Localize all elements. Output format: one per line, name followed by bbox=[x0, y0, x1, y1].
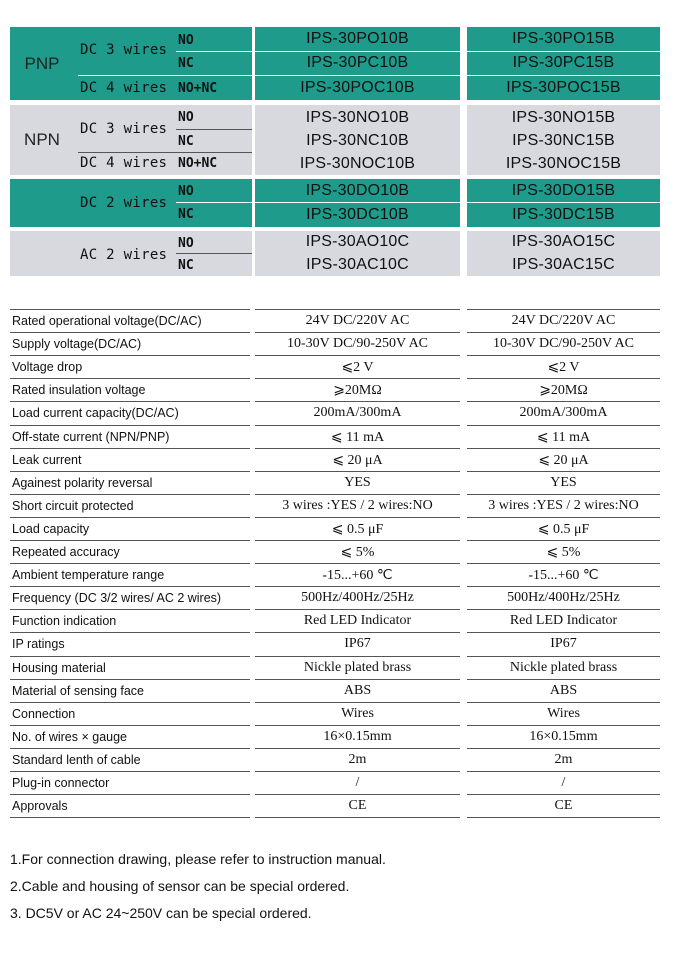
model-number: IPS-30POC10B bbox=[300, 78, 415, 96]
spec-value: 2m bbox=[554, 752, 573, 767]
signal-label: NO+NC bbox=[178, 80, 218, 96]
model-number: IPS-30DO10B bbox=[305, 182, 410, 199]
spec-label: Load capacity bbox=[12, 522, 90, 536]
spec-value: 500Hz/400Hz/25Hz bbox=[301, 590, 414, 605]
spec-value: 200mA/300mA bbox=[313, 405, 402, 420]
spec-value: Red LED Indicator bbox=[303, 613, 412, 628]
spec-value: 200mA/300mA bbox=[519, 405, 608, 420]
spec-label: Frequency (DC 3/2 wires/ AC 2 wires) bbox=[12, 591, 222, 605]
row-divider bbox=[78, 152, 252, 153]
signal-label: NC bbox=[178, 257, 194, 273]
signal-label: NO bbox=[178, 32, 194, 48]
signal-label: NO bbox=[178, 183, 194, 199]
wires-label: DC 4 wires bbox=[80, 155, 168, 171]
spec-value: ⩽ 0.5 μF bbox=[537, 521, 590, 537]
spec-value: ⩽2 V bbox=[341, 359, 374, 375]
model-number: IPS-30POC15B bbox=[506, 78, 621, 96]
spec-row-line bbox=[10, 817, 250, 818]
spec-value: 3 wires :YES / 2 wires:NO bbox=[282, 498, 433, 513]
model-number: IPS-30DC10B bbox=[306, 206, 409, 223]
signal-label: NC bbox=[178, 133, 194, 149]
spec-value: ⩽ 20 μA bbox=[332, 452, 383, 468]
spec-value: ⩾20MΩ bbox=[333, 382, 382, 398]
spec-value: 3 wires :YES / 2 wires:NO bbox=[488, 498, 639, 513]
spec-value: ⩽ 0.5 μF bbox=[331, 521, 384, 537]
model-number: IPS-30DO15B bbox=[511, 182, 616, 199]
spec-value: Nickle plated brass bbox=[303, 660, 412, 675]
row-divider bbox=[255, 202, 460, 203]
model-number: IPS-30NC15B bbox=[512, 131, 615, 149]
spec-value: Red LED Indicator bbox=[509, 613, 618, 628]
spec-label: Off-state current (NPN/PNP) bbox=[12, 430, 170, 444]
spec-value: ABS bbox=[343, 683, 372, 698]
group-type-label: NPN bbox=[24, 130, 60, 149]
model-number: IPS-30NC10B bbox=[306, 131, 409, 149]
spec-value: 500Hz/400Hz/25Hz bbox=[507, 590, 620, 605]
model-number: IPS-30PO15B bbox=[512, 30, 615, 47]
row-divider bbox=[78, 75, 252, 76]
model-number: IPS-30AC10C bbox=[306, 256, 409, 273]
spec-label: Approvals bbox=[12, 799, 68, 813]
spec-label: Standard lenth of cable bbox=[12, 753, 141, 767]
spec-label: Ambient temperature range bbox=[12, 568, 165, 582]
spec-value: IP67 bbox=[550, 636, 577, 651]
spec-value: IP67 bbox=[344, 636, 371, 651]
spec-label: Voltage drop bbox=[12, 360, 83, 374]
row-divider bbox=[467, 51, 660, 52]
spec-value: ⩽ 11 mA bbox=[536, 429, 591, 445]
signal-label: NO+NC bbox=[178, 156, 218, 171]
spec-value: ⩽2 V bbox=[547, 359, 580, 375]
row-divider bbox=[255, 75, 460, 76]
spec-value: 24V DC/220V AC bbox=[305, 313, 410, 328]
row-divider bbox=[176, 129, 252, 130]
spec-value: 10-30V DC/90-250V AC bbox=[492, 336, 635, 351]
spec-label: Load current capacity(DC/AC) bbox=[12, 406, 179, 420]
spec-value: Nickle plated brass bbox=[509, 660, 618, 675]
row-divider bbox=[467, 202, 660, 203]
note-3: 3. DC5V or AC 24~250V can be special ordered. bbox=[10, 905, 312, 921]
spec-value: ⩾20MΩ bbox=[539, 382, 588, 398]
model-number: IPS-30PC10B bbox=[306, 54, 409, 71]
model-number: IPS-30NO15B bbox=[511, 108, 616, 126]
spec-value: ⩽ 11 mA bbox=[330, 429, 385, 445]
spec-value: ⩽ 5% bbox=[340, 544, 375, 560]
spec-value: -15...+60 ℃ bbox=[322, 567, 393, 583]
spec-label: Rated operational voltage(DC/AC) bbox=[12, 314, 202, 328]
spec-value: / bbox=[561, 775, 566, 790]
row-divider bbox=[255, 51, 460, 52]
spec-label: Repeated accuracy bbox=[12, 545, 120, 559]
spec-value: 16×0.15mm bbox=[323, 729, 392, 744]
spec-value: 10-30V DC/90-250V AC bbox=[286, 336, 429, 351]
spec-value: CE bbox=[348, 798, 367, 813]
row-divider bbox=[176, 51, 252, 52]
spec-label: Leak current bbox=[12, 453, 82, 467]
row-divider bbox=[467, 75, 660, 76]
group-type-label: PNP bbox=[24, 53, 60, 73]
spec-value: 16×0.15mm bbox=[529, 729, 598, 744]
model-number: IPS-30AO10C bbox=[305, 233, 410, 250]
spec-label: Material of sensing face bbox=[12, 684, 145, 698]
spec-row-line bbox=[255, 817, 460, 818]
wires-label: DC 4 wires bbox=[80, 80, 168, 96]
wires-label: AC 2 wires bbox=[80, 247, 168, 263]
spec-value: 24V DC/220V AC bbox=[511, 313, 616, 328]
model-number: IPS-30NO10B bbox=[305, 108, 410, 126]
spec-label: Againest polarity reversal bbox=[12, 476, 153, 490]
spec-label: Supply voltage(DC/AC) bbox=[12, 337, 142, 351]
signal-label: NC bbox=[178, 55, 194, 71]
spec-value: ⩽ 20 μA bbox=[538, 452, 589, 468]
spec-label: Plug-in connector bbox=[12, 776, 110, 790]
note-2: 2.Cable and housing of sensor can be special ordered. bbox=[10, 878, 350, 894]
wires-label: DC 3 wires bbox=[80, 121, 168, 137]
signal-label: NC bbox=[178, 207, 194, 222]
spec-label: IP ratings bbox=[12, 637, 65, 651]
spec-value: Wires bbox=[547, 706, 580, 721]
spec-label: No. of wires × gauge bbox=[12, 730, 127, 744]
spec-value: / bbox=[355, 775, 360, 790]
spec-value: -15...+60 ℃ bbox=[528, 567, 599, 583]
note-1: 1.For connection drawing, please refer to instruction manual. bbox=[10, 851, 386, 867]
signal-label: NO bbox=[178, 109, 194, 125]
spec-label: Housing material bbox=[12, 661, 106, 675]
wires-label: DC 3 wires bbox=[80, 42, 168, 58]
model-number: IPS-30PO10B bbox=[306, 30, 409, 47]
signal-label: NO bbox=[178, 235, 194, 251]
model-number: IPS-30AC15C bbox=[512, 256, 615, 273]
spec-value: ABS bbox=[549, 683, 578, 698]
spec-value: 2m bbox=[348, 752, 367, 767]
spec-label: Connection bbox=[12, 707, 76, 721]
spec-row-line bbox=[467, 817, 660, 818]
spec-label: Short circuit protected bbox=[12, 499, 134, 513]
model-number: IPS-30NOC10B bbox=[299, 154, 416, 172]
spec-value: Wires bbox=[341, 706, 374, 721]
spec-value: ⩽ 5% bbox=[546, 544, 581, 560]
model-number: IPS-30AO15C bbox=[511, 233, 616, 250]
spec-label: Function indication bbox=[12, 614, 117, 628]
row-divider bbox=[176, 253, 252, 254]
model-number: IPS-30DC15B bbox=[512, 206, 615, 223]
row-divider bbox=[176, 202, 252, 203]
spec-value: YES bbox=[550, 475, 577, 490]
spec-label: Rated insulation voltage bbox=[12, 383, 146, 397]
model-number: IPS-30NOC15B bbox=[505, 154, 622, 172]
spec-value: YES bbox=[344, 475, 371, 490]
spec-value: CE bbox=[554, 798, 573, 813]
wires-label: DC 2 wires bbox=[80, 195, 168, 211]
model-number: IPS-30PC15B bbox=[512, 54, 615, 71]
